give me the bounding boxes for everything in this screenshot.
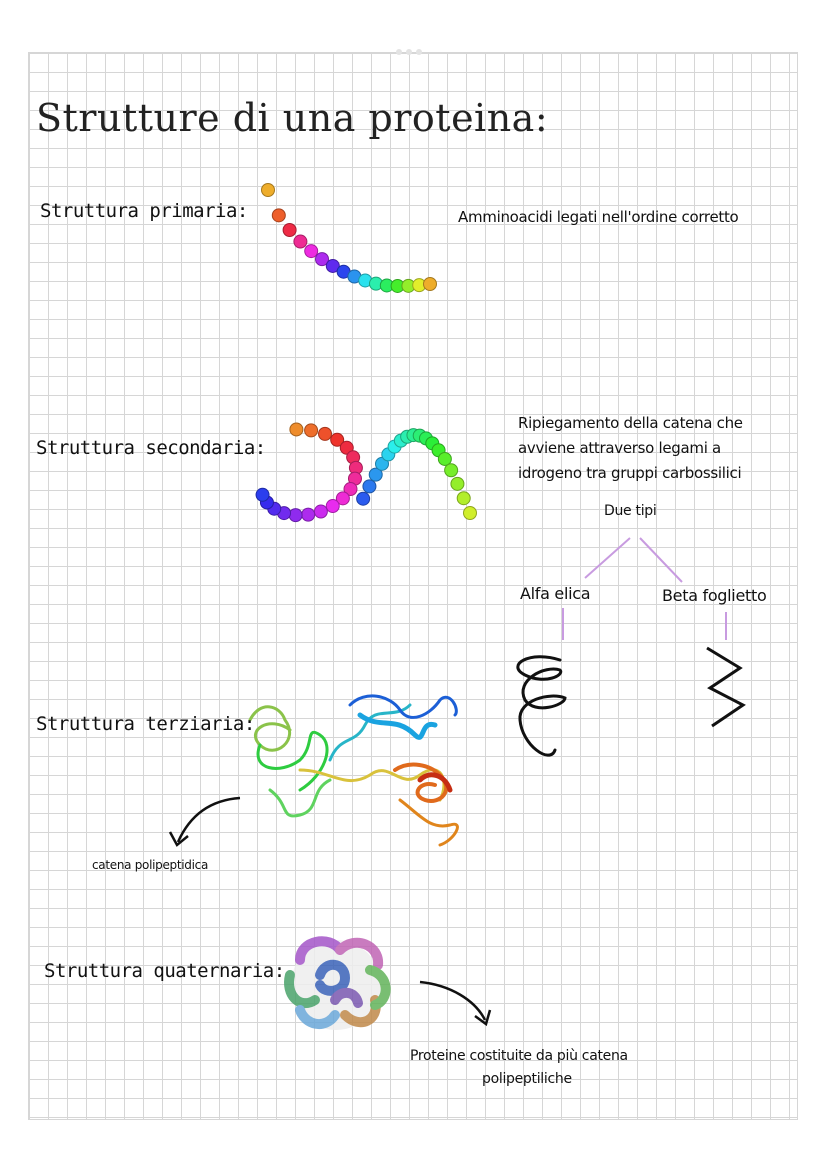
alpha-helix-drawing <box>518 657 565 755</box>
label-quaternaria: Struttura quaternaria: <box>44 960 285 982</box>
amino-acid-bead <box>464 507 477 520</box>
quaternary-protein-illustration <box>289 940 386 1030</box>
amino-acid-bead <box>290 423 303 436</box>
tertiary-protein-illustration <box>250 696 457 845</box>
amino-acid-bead <box>357 492 370 505</box>
label-beta-foglietto: Beta foglietto <box>662 586 767 605</box>
amino-acid-bead <box>319 427 332 440</box>
desc-quaternaria-line-2: polipeptiliche <box>482 1071 572 1087</box>
desc-primaria: Amminoacidi legati nell'ordine corretto <box>458 208 739 226</box>
arrow-quaternary <box>420 982 485 1020</box>
page-title: Strutture di una proteina: <box>36 96 549 140</box>
desc-quaternaria-line-1: Proteine costituite da più catena <box>410 1048 628 1064</box>
amino-acid-bead <box>445 464 458 477</box>
amino-acid-bead <box>451 477 464 490</box>
label-secondaria: Struttura secondaria: <box>36 437 266 459</box>
amino-acid-bead <box>314 505 327 518</box>
note-catena-polipeptidica: catena polipeptidica <box>92 858 208 872</box>
label-primaria: Struttura primaria: <box>40 200 248 222</box>
label-terziaria: Struttura terziaria: <box>36 713 255 735</box>
amino-acid-bead <box>457 492 470 505</box>
amino-acid-bead <box>326 500 339 513</box>
amino-acid-bead <box>305 245 318 258</box>
amino-acid-bead <box>305 424 318 437</box>
amino-acid-bead <box>256 488 269 501</box>
desc-secondaria-line-1: Ripiegamento della catena che <box>518 414 743 432</box>
label-alfa-elica: Alfa elica <box>520 584 591 603</box>
desc-secondaria-line-2: avviene attraverso legami a <box>518 439 721 457</box>
amino-acid-bead <box>262 184 275 197</box>
amino-acid-bead <box>289 509 302 522</box>
amino-acid-bead <box>283 223 296 236</box>
label-due-tipi: Due tipi <box>604 503 657 519</box>
amino-acid-bead <box>294 235 307 248</box>
amino-acid-bead <box>424 278 437 291</box>
amino-acid-bead <box>363 480 376 493</box>
beta-sheet-drawing <box>707 648 743 726</box>
amino-acid-bead <box>302 508 315 521</box>
desc-secondaria-line-3: idrogeno tra gruppi carbossilici <box>518 464 742 482</box>
amino-acid-bead <box>272 209 285 222</box>
